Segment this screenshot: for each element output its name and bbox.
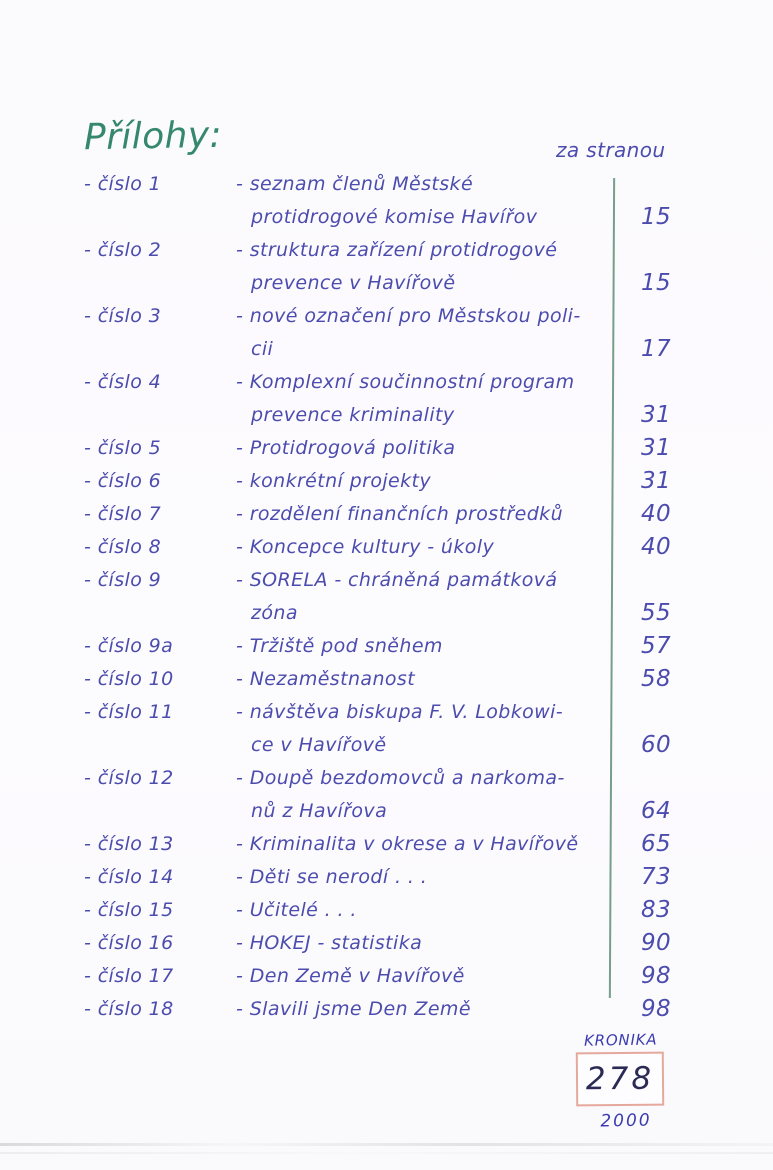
page-number: 15 (640, 204, 672, 230)
attachment-row (0, 465, 773, 498)
page-number: 40 (640, 501, 672, 527)
page-number: 83 (640, 897, 672, 923)
description-line: - Den Země v Havířově (236, 965, 465, 987)
item-description (236, 828, 608, 861)
item-number: - číslo 7 (84, 503, 162, 525)
page-number: 31 (640, 402, 672, 428)
attachment-row (0, 630, 773, 663)
attachment-row (0, 366, 773, 432)
item-description (236, 465, 608, 498)
item-number: - číslo 16 (84, 932, 174, 954)
item-number: - číslo 5 (84, 437, 162, 459)
item-description (236, 861, 608, 894)
attachment-row (0, 300, 773, 366)
description-line: cii (251, 338, 274, 360)
item-description (236, 663, 608, 696)
page-number: 15 (640, 270, 672, 296)
description-line: prevence kriminality (251, 404, 455, 426)
description-line: - seznam členů Městské (236, 173, 474, 195)
item-description (236, 927, 608, 960)
attachment-row (0, 432, 773, 465)
attachment-row (0, 564, 773, 630)
page-number: 60 (640, 732, 672, 758)
item-number: - číslo 12 (84, 767, 174, 789)
page-number: 55 (640, 600, 672, 626)
description-line: - HOKEJ - statistika (236, 932, 423, 954)
attachment-row (0, 498, 773, 531)
description-line: ce v Havířově (251, 734, 387, 756)
item-description (236, 432, 608, 465)
description-line: - SORELA - chráněná památková (236, 569, 558, 591)
page-number: 98 (640, 963, 672, 989)
item-description (236, 168, 608, 234)
page-number: 40 (640, 534, 672, 560)
item-number: - číslo 11 (84, 701, 174, 723)
item-description (236, 762, 608, 828)
attachment-row (0, 828, 773, 861)
description-line: protidrogové komise Havířov (251, 206, 538, 228)
scan-artifact-line (0, 1152, 773, 1154)
item-number: - číslo 1 (84, 173, 162, 195)
item-description (236, 993, 608, 1026)
page-column-header: za stranou (556, 138, 666, 162)
item-number: - číslo 9a (84, 635, 174, 657)
scan-artifact-line (0, 1143, 773, 1146)
attachment-row (0, 993, 773, 1026)
page-number: 90 (640, 930, 672, 956)
page-number: 64 (640, 798, 672, 824)
item-number: - číslo 13 (84, 833, 174, 855)
stamp-page-number: 278 (585, 1060, 655, 1098)
item-number: - číslo 4 (84, 371, 162, 393)
description-line: - Učitelé . . . (236, 899, 357, 921)
attachment-row (0, 927, 773, 960)
item-number: - číslo 10 (84, 668, 174, 690)
item-number: - číslo 9 (84, 569, 162, 591)
item-description (236, 894, 608, 927)
item-number: - číslo 8 (84, 536, 162, 558)
item-description (236, 696, 608, 762)
description-line: - rozdělení finančních prostředků (236, 503, 564, 525)
attachment-row (0, 762, 773, 828)
item-number: - číslo 6 (84, 470, 162, 492)
item-description (236, 300, 608, 366)
item-description (236, 366, 608, 432)
description-line: - Děti se nerodí . . . (236, 866, 428, 888)
description-line: - struktura zařízení protidrogové (236, 239, 558, 261)
description-line: - Nezaměstnanost (236, 668, 416, 690)
item-description (236, 498, 608, 531)
page-number: 57 (640, 633, 672, 659)
attachment-row (0, 894, 773, 927)
item-description (236, 630, 608, 663)
attachment-row (0, 234, 773, 300)
attachment-row (0, 696, 773, 762)
item-number: - číslo 15 (84, 899, 174, 921)
item-description (236, 564, 608, 630)
attachment-row (0, 861, 773, 894)
item-description (236, 960, 608, 993)
description-line: zóna (251, 602, 298, 624)
item-number: - číslo 14 (84, 866, 174, 888)
description-line: - nové označení pro Městskou poli- (236, 305, 581, 327)
description-line: prevence v Havířově (251, 272, 456, 294)
description-line: - Koncepce kultury - úkoly (236, 536, 495, 558)
stamp-label: KRONIKA (583, 1030, 658, 1050)
description-line: - Komplexní součinnostní program (236, 371, 575, 393)
kronika-stamp (576, 1031, 676, 1131)
stamp-number-box (576, 1052, 664, 1107)
page-number: 31 (640, 468, 672, 494)
page-number: 31 (640, 435, 672, 461)
page-number: 17 (640, 336, 672, 362)
description-line: - Protidrogová politika (236, 437, 456, 459)
item-number: - číslo 3 (84, 305, 162, 327)
stamp-year: 2000 (600, 1110, 652, 1132)
item-description (236, 531, 608, 564)
item-number: - číslo 18 (84, 998, 174, 1020)
page-number: 73 (640, 864, 672, 890)
page-number: 98 (640, 996, 672, 1022)
item-number: - číslo 17 (84, 965, 174, 987)
attachment-row (0, 663, 773, 696)
page-title: Přílohy: (83, 114, 223, 159)
attachment-row (0, 960, 773, 993)
page-number: 65 (640, 831, 672, 857)
description-line: - návštěva biskupa F. V. Lobkowi- (236, 701, 564, 723)
description-line: - Doupě bezdomovců a narkoma- (236, 767, 565, 789)
description-line: nů z Havířova (251, 800, 388, 822)
item-description (236, 234, 608, 300)
item-number: - číslo 2 (84, 239, 162, 261)
description-line: - Kriminalita v okrese a v Havířově (236, 833, 579, 855)
attachment-row (0, 531, 773, 564)
description-line: - Tržiště pod sněhem (236, 635, 443, 657)
page-number: 58 (640, 666, 672, 692)
description-line: - Slavili jsme Den Země (236, 998, 471, 1020)
attachment-row (0, 168, 773, 234)
description-line: - konkrétní projekty (236, 470, 432, 492)
attachment-list (0, 168, 773, 1026)
